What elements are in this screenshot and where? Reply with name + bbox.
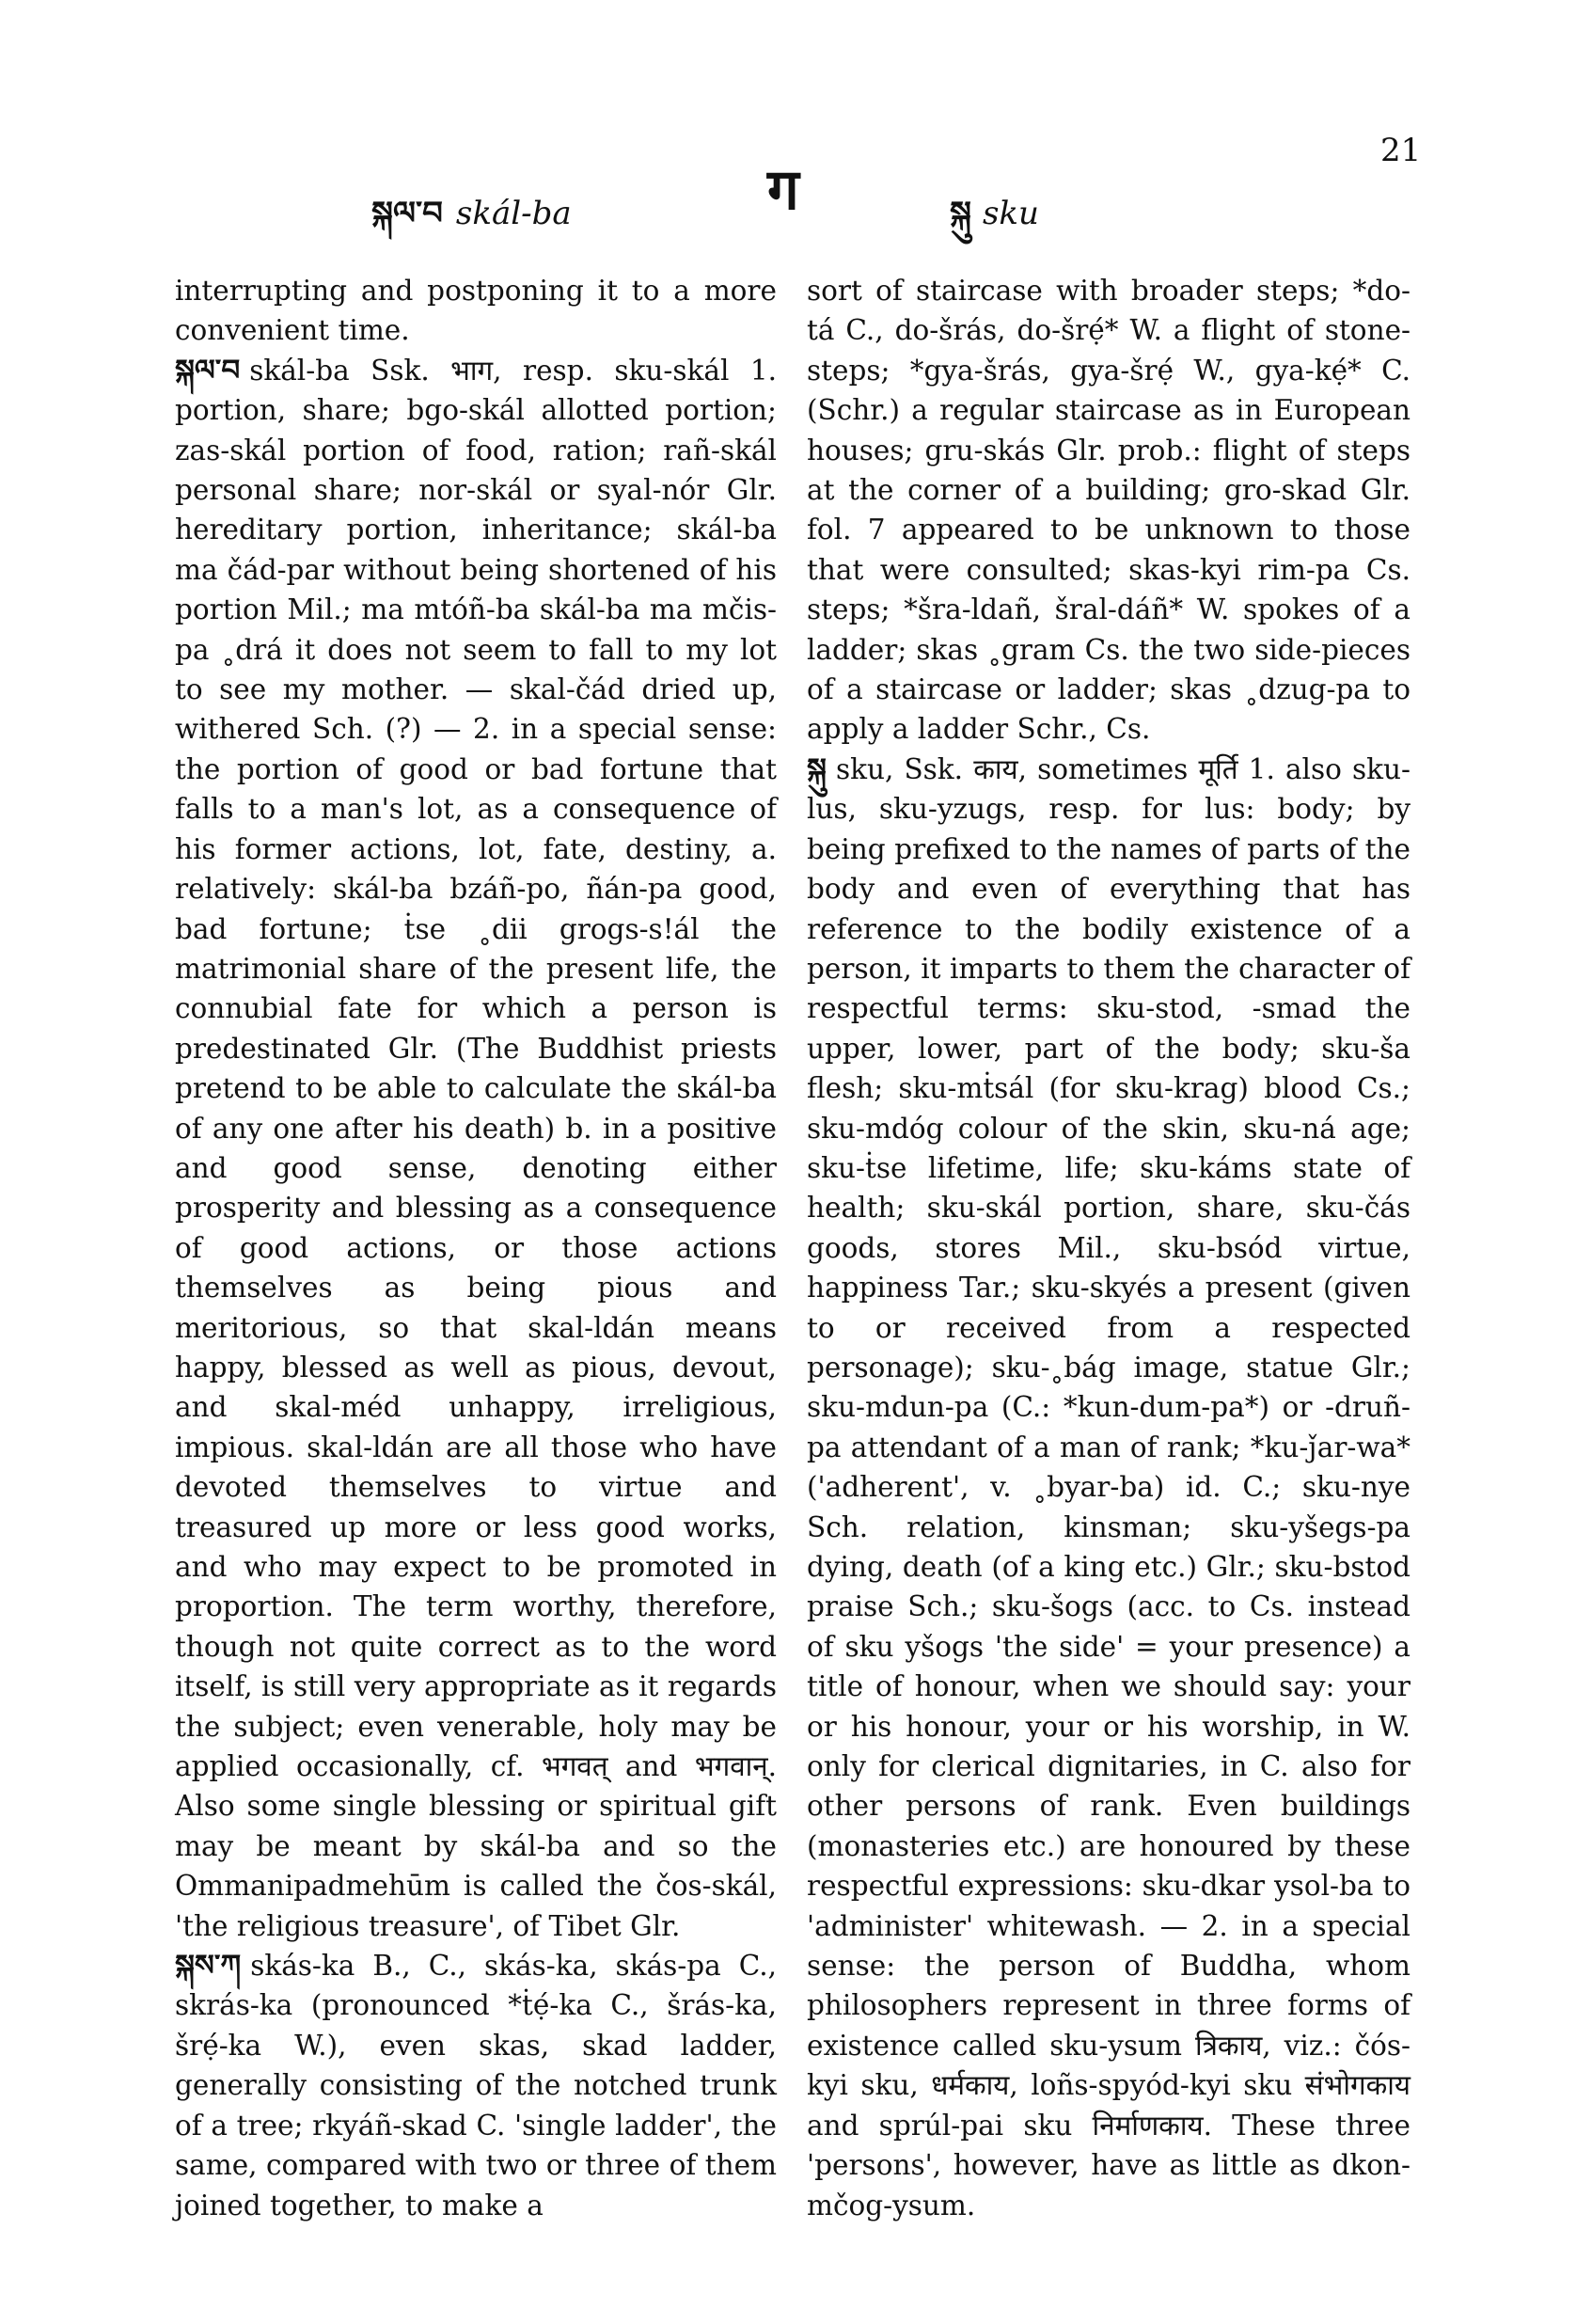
entry-sku (807, 750, 1411, 2225)
running-head-left-tibetan: སྐལ་བ (371, 195, 443, 232)
continuation-text-right: sort of staircase with broader steps; *do-tá C., do-šrás, do-šrẹ́* W. a flight of stone-steps; *gya-šrás, gya-šrẹ́ W., gya-kẹ́* C. (Schr.) a regular staircase as in European houses; gru-skás Glr. prob.: flight of steps at the corner of a building; gro-skad Glr. fol. 7 appeared to be unknown to those that were consulted; skas-kyi rim-pa Cs. steps; *šra-ldañ, šral-dáñ* W. spokes of a ladder; skas ˳gram Cs. the two side-pieces of a staircase or ladder; skas ˳dzug-pa to apply a ladder Schr., Cs. (807, 275, 1411, 746)
entry-body: skál-ba Ssk. भाग, resp. sku-skál 1. portion, share; bgo-skál allotted portion; zas-skál portion of food, ration; rañ-skál personal share; nor-skál or syal-nór Glr. hereditary portion, inheritance; skál-ba ma čád-par without being shortened of his portion Mil.; ma mtóñ-ba skál-ba ma mčis-pa ˳drá it does not seem to fall to my lot to see my mother. — skal-čád dried up, withered Sch. (?) — 2. in a special sense: the portion of good or bad fortune that falls to a man's lot, as a consequence of his former actions, lot, fate, destiny, a. relatively: skál-ba bzáñ-po, ñán-pa good, bad fortune; ṫse ˳dii grogs-s!ál the matrimonial share of the present life, the connubial fate for which a person is predestinated Glr. (The Buddhist priests pretend to be able to calculate the skál-ba of any one after his death) b. in a positive and good sense, denoting either prosperity and blessing as a consequence of good actions, or those actions themselves as being pious and meritorious, so that skal-ldán means happy, blessed as well as pious, devout, and skal-méd unhappy, irreligious, impious. skal-ldán are all those who have devoted themselves to virtue and treasured up more or less good works, and who may expect to be promoted in proportion. The term worthy, therefore, though not quite correct as to the word itself, is still very appropriate as it regards the subject; even venerable, holy may be applied occasionally, cf. भगवत् and भगवान्. Also some single blessing or spiritual gift may be meant by skál-ba and so the Ommanipadmehūm is called the čos-skál, 'the religious treasure', of Tibet Glr. (175, 354, 777, 1942)
headword-tibetan: སྐལ་བ (175, 353, 241, 387)
running-head-right (950, 177, 1039, 267)
running-head-left (371, 177, 572, 267)
page-number: 21 (1380, 132, 1422, 169)
running-head-left-word: skál-ba (455, 195, 572, 232)
right-column (807, 271, 1411, 2225)
left-column (175, 271, 777, 2225)
entry-skas-ka (175, 1946, 777, 2225)
running-head-right-word: sku (982, 195, 1039, 232)
section-letter: ग (767, 157, 799, 223)
headword-tibetan: སྐས་ཀ (175, 1949, 242, 1984)
entry-body: skás-ka B., C., skás-ka, skás-pa C., skrás-ka (pronounced *ṫẹ́-ka C., šrás-ka, šrẹ́-ka W.), even skas, skad ladder, generally consisting of the notched trunk of a tree; rkyáñ-skad C. 'single ladder', the same, compared with two or three of them joined together, to make a (175, 1950, 777, 2221)
running-head-right-tibetan: སྐུ (950, 195, 971, 232)
page-header (0, 132, 1576, 232)
headword-tibetan: སྐུ (807, 751, 827, 786)
entry-body: sku, Ssk. काय, sometimes मूर्ति 1. also sku-lus, sku-yzugs, resp. for lus: body; by being prefixed to the names of parts of the body and even of everything that has reference to the bodily existence of a person, it imparts to them the character of respectful terms: sku-stod, -smad the upper, lower, part of the body; sku-ša flesh; sku-mṫsál (for sku-krag) blood Cs.; sku-mdóg colour of the skin, sku-ná age; sku-ṫse lifetime, life; sku-káms state of health; sku-skál portion, share, sku-čás goods, stores Mil., sku-bsód virtue, happiness Tar.; sku-skyés a present (given to or received from a respected personage); sku-˳bág image, statue Glr.; sku-mdun-pa (C.: *kun-dum-pa*) or -druñ-pa attendant of a man of rank; *ku-ǰar-wa* ('adherent', v. ˳byar-ba) id. C.; sku-nye Sch. relation, kinsman; sku-yšegs-pa dying, death (of a king etc.) Glr.; sku-bstod praise Sch.; sku-šogs (acc. to Cs. instead of sku yšogs 'the side' = your presence) a title of honour, when we should say: your or his honour, your or his worship, in W. only for clerical dignitaries, in C. also for other persons of rank. Even buildings (monasteries etc.) are honoured by these respectful expressions: sku-dkar ysol-ba to 'administer' whitewash. — 2. in a special sense: the person of Buddha, whom philosophers represent in three forms of existence called sku-ysum त्रिकाय, viz.: čós-kyi sku, धर्मकाय, loñs-spyód-kyi sku संभोगकाय and sprúl-pai sku निर्माणकाय. These three 'persons', however, have as little as dkon-mčog-ysum. (807, 752, 1411, 2221)
entry-skal-ba (175, 351, 777, 1946)
continuation-text-left: interrupting and postponing it to a more convenient time. (175, 275, 777, 347)
